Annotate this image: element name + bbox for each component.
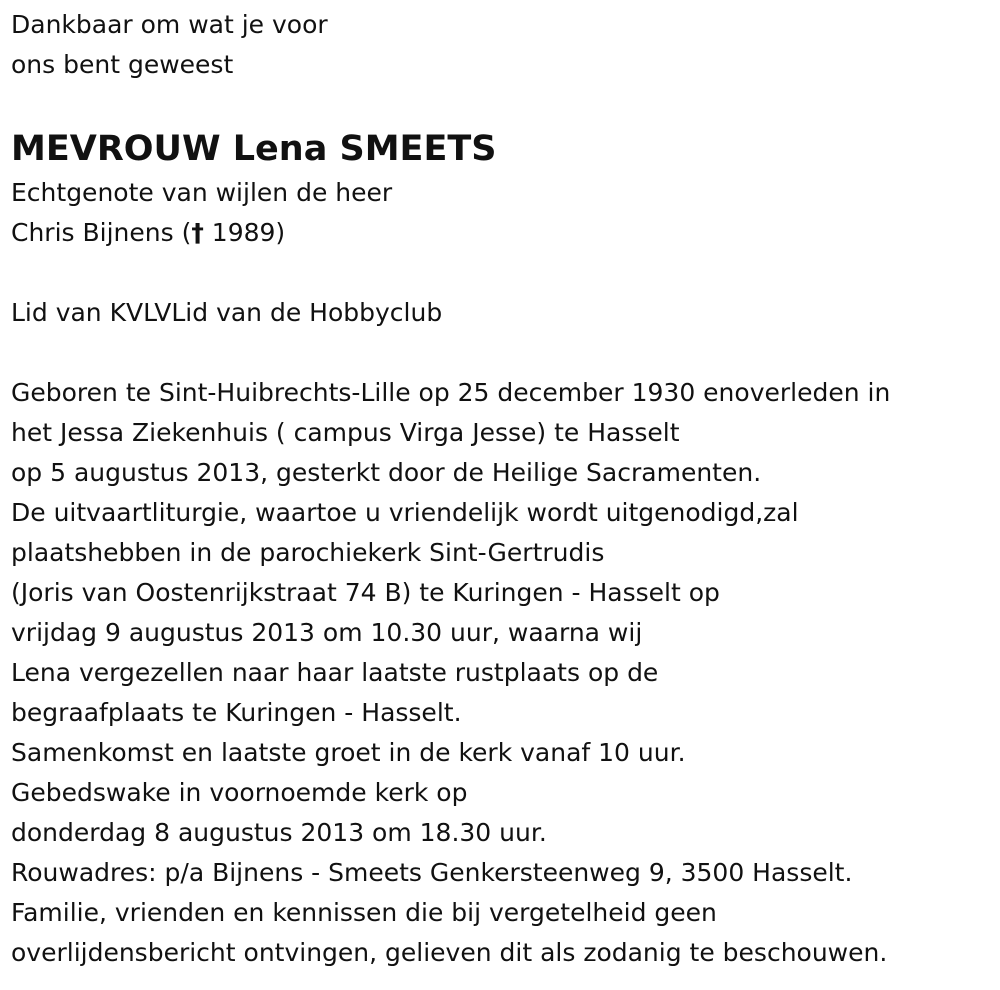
body-line: Gebedswake in voornoemde kerk op	[11, 778, 468, 807]
spacer	[11, 333, 991, 373]
body-line: Samenkomst en laatste groet in de kerk vanaf 10 uur.	[11, 738, 686, 767]
spouse-death-year: 1989)	[203, 218, 286, 247]
body-line: begraafplaats te Kuringen - Hasselt.	[11, 698, 462, 727]
spouse-name: Chris Bijnens (	[11, 218, 192, 247]
body-line: donderdag 8 augustus 2013 om 18.30 uur.	[11, 818, 547, 847]
body-line: De uitvaartliturgie, waartoe u vriendelijk wordt uitgenodigd,zal	[11, 498, 799, 527]
body-line: plaatshebben in de parochiekerk Sint-Gertrudis	[11, 538, 605, 567]
intro-line-2: ons bent geweest	[11, 50, 234, 79]
body-line: overlijdensbericht ontvingen, gelieven dit als zodanig te beschouwen.	[11, 938, 888, 967]
deceased-name-title: MEVROUW Lena SMEETS	[11, 129, 497, 169]
cross-icon: †	[191, 218, 204, 247]
obituary-document	[11, 5, 991, 973]
body-line: Familie, vrienden en kennissen die bij vergetelheid geen	[11, 898, 717, 927]
body-line: Rouwadres: p/a Bijnens - Smeets Genkersteenweg 9, 3500 Hasselt.	[11, 858, 853, 887]
body-line: vrijdag 9 augustus 2013 om 10.30 uur, waarna wij	[11, 618, 643, 647]
body-line: het Jessa Ziekenhuis ( campus Virga Jesse) te Hasselt	[11, 418, 680, 447]
intro-line-1: Dankbaar om wat je voor	[11, 10, 328, 39]
body-line: op 5 augustus 2013, gesterkt door de Heilige Sacramenten.	[11, 458, 762, 487]
body-line: Geboren te Sint-Huibrechts-Lille op 25 december 1930 enoverleden in	[11, 378, 891, 407]
spouse-line-2	[11, 213, 991, 253]
body-line: Lena vergezellen naar haar laatste rustplaats op de	[11, 658, 659, 687]
body-line: (Joris van Oostenrijkstraat 74 B) te Kuringen - Hasselt op	[11, 578, 720, 607]
spacer	[11, 253, 991, 293]
membership-line: Lid van KVLVLid van de Hobbyclub	[11, 298, 443, 327]
spouse-line-1: Echtgenote van wijlen de heer	[11, 178, 393, 207]
